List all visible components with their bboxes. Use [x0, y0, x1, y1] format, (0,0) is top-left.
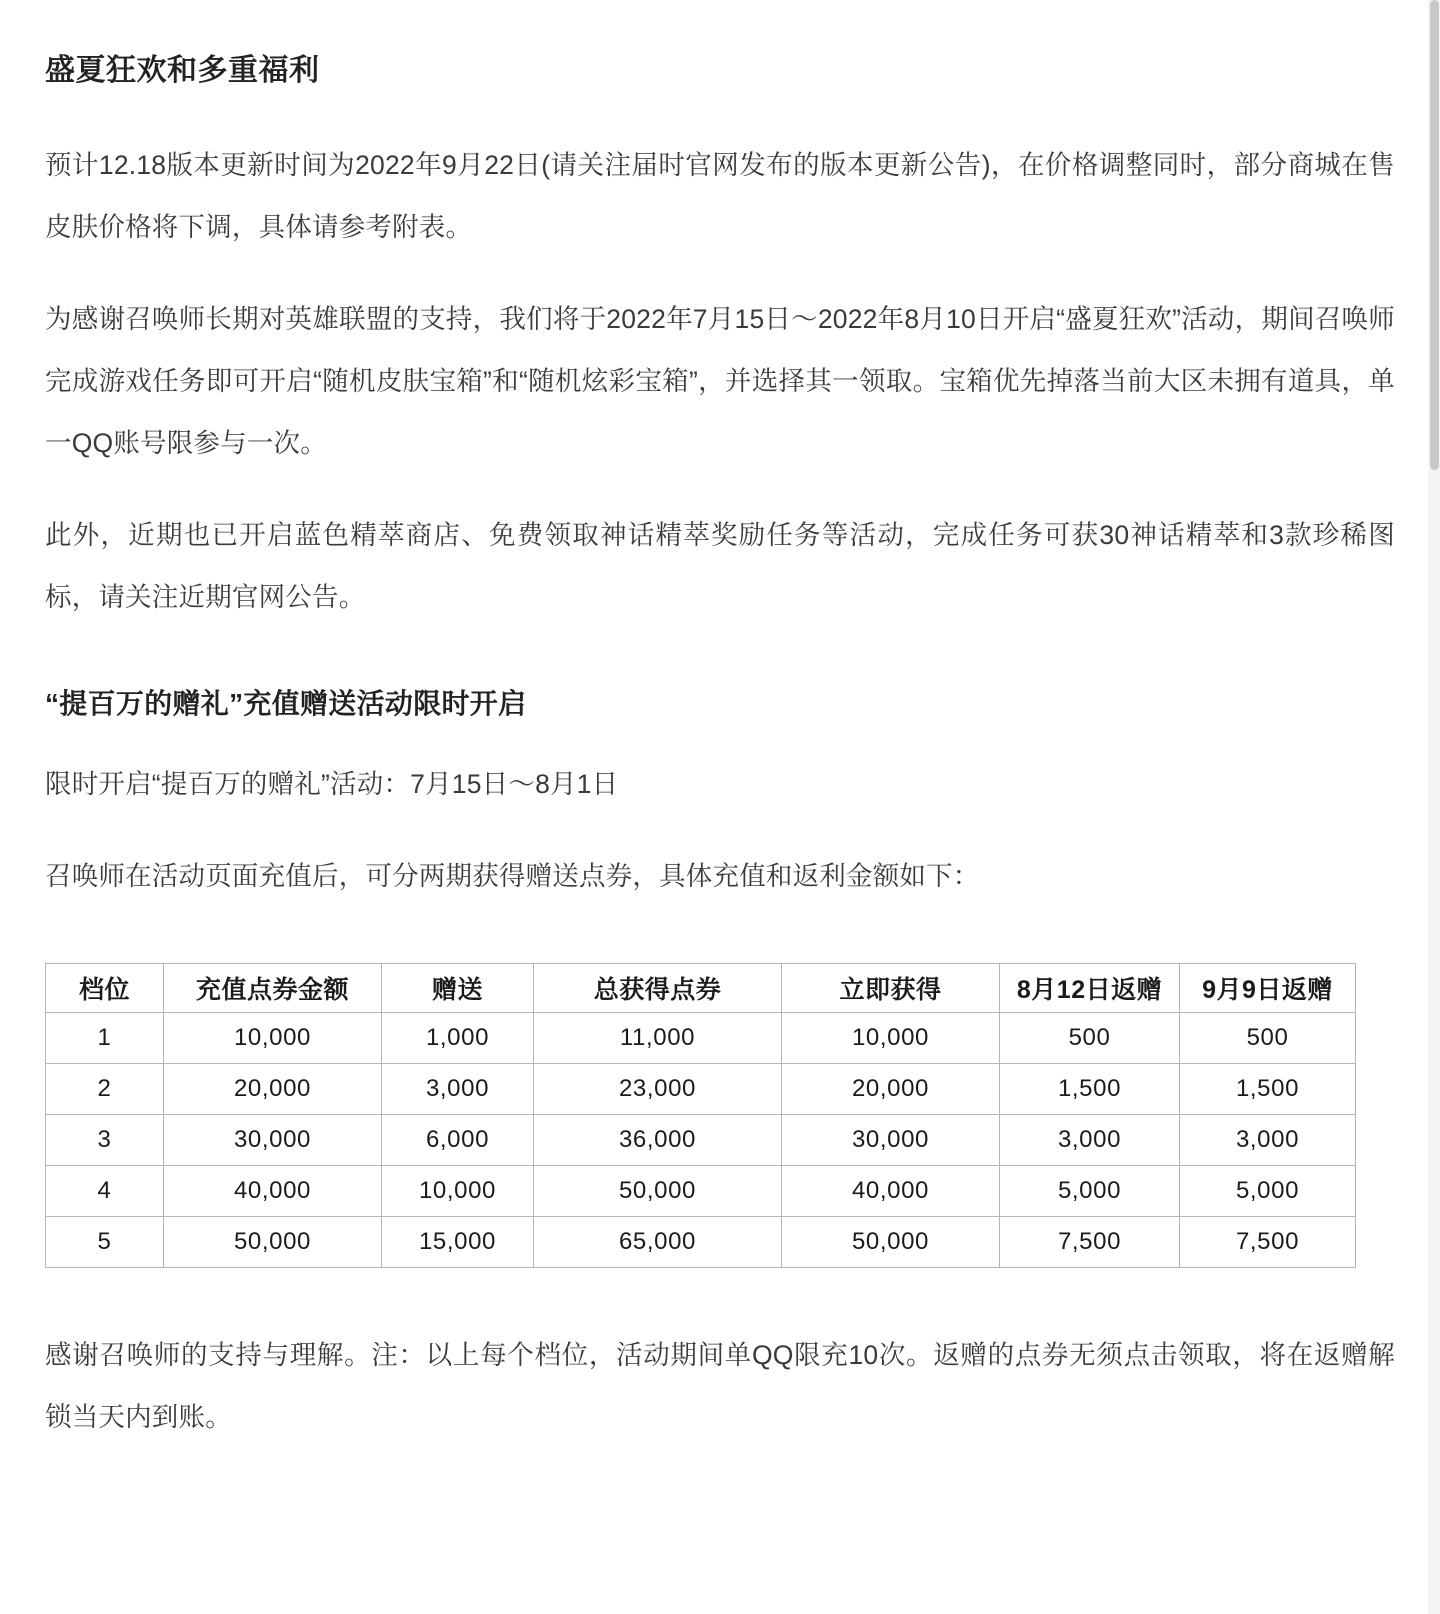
table-cell: 50,000 [534, 1166, 782, 1217]
table-cell: 3,000 [1180, 1115, 1356, 1166]
vertical-scrollbar-thumb[interactable] [1430, 0, 1439, 470]
table-cell: 7,500 [1000, 1217, 1180, 1268]
table-header-cell: 赠送 [382, 964, 534, 1013]
table-cell: 4 [46, 1166, 164, 1217]
table-cell: 10,000 [382, 1166, 534, 1217]
table-cell: 500 [1000, 1013, 1180, 1064]
table-cell: 30,000 [164, 1115, 382, 1166]
table-cell: 3,000 [382, 1064, 534, 1115]
table-row [46, 1013, 1356, 1064]
page-title: 盛夏狂欢和多重福利 [45, 54, 320, 87]
table-row [46, 1064, 1356, 1115]
table-row [46, 1115, 1356, 1166]
paragraph-recharge-instructions: 召唤师在活动页面充值后，可分两期获得赠送点券，具体充值和返利金额如下： [45, 861, 980, 892]
table-cell: 50,000 [782, 1217, 1000, 1268]
table-cell: 15,000 [382, 1217, 534, 1268]
table-cell: 10,000 [164, 1013, 382, 1064]
paragraph-event-period: 限时开启“提百万的赠礼”活动：7月15日～8月1日 [45, 769, 619, 800]
table-header-cell: 9月9日返赠 [1180, 964, 1356, 1013]
paragraph-price-adjustment: 预计12.18版本更新时间为2022年9月22日(请关注届时官网发布的版本更新公告)，在价格调整同时，部分商城在售皮肤价格将下调，具体请参考附表。 [45, 150, 1395, 242]
table-cell: 10,000 [782, 1013, 1000, 1064]
table-cell: 7,500 [1180, 1217, 1356, 1268]
table-cell: 5,000 [1180, 1166, 1356, 1217]
paragraph-footer-note: 感谢召唤师的支持与理解。注：以上每个档位，活动期间单QQ限充10次。返赠的点券无须点击领取，将在返赠解锁当天内到账。 [45, 1340, 1395, 1433]
table-cell: 6,000 [382, 1115, 534, 1166]
paragraph-blue-essence-shop: 此外，近期也已开启蓝色精萃商店、免费领取神话精萃奖励任务等活动，完成任务可获30神话精萃和3款珍稀图标，请关注近期官网公告。 [45, 520, 1395, 612]
tier-table-container [45, 963, 1355, 1268]
table-cell: 20,000 [782, 1064, 1000, 1115]
table-cell: 20,000 [164, 1064, 382, 1115]
table-cell: 500 [1180, 1013, 1356, 1064]
table-cell: 23,000 [534, 1064, 782, 1115]
table-header-cell: 8月12日返赠 [1000, 964, 1180, 1013]
section-heading-recharge-gift: “提百万的赠礼”充值赠送活动限时开启 [45, 688, 527, 719]
table-cell: 30,000 [782, 1115, 1000, 1166]
table-cell: 40,000 [164, 1166, 382, 1217]
table-cell: 3 [46, 1115, 164, 1166]
table-cell: 1,000 [382, 1013, 534, 1064]
vertical-scrollbar-track[interactable] [1428, 0, 1440, 1614]
table-cell: 1,500 [1180, 1064, 1356, 1115]
table-cell: 50,000 [164, 1217, 382, 1268]
table-header-cell: 立即获得 [782, 964, 1000, 1013]
table-row [46, 1166, 1356, 1217]
table-cell: 65,000 [534, 1217, 782, 1268]
table-cell: 36,000 [534, 1115, 782, 1166]
table-header-cell: 充值点券金额 [164, 964, 382, 1013]
table-cell: 2 [46, 1064, 164, 1115]
table-cell: 3,000 [1000, 1115, 1180, 1166]
table-header-row [46, 964, 1356, 1013]
table-row [46, 1217, 1356, 1268]
table-header-cell: 总获得点券 [534, 964, 782, 1013]
table-cell: 40,000 [782, 1166, 1000, 1217]
table-cell: 5 [46, 1217, 164, 1268]
paragraph-summer-carnival: 为感谢召唤师长期对英雄联盟的支持，我们将于2022年7月15日～2022年8月10日开启“盛夏狂欢”活动，期间召唤师完成游戏任务即可开启“随机皮肤宝箱”和“随机炫彩宝箱”，并选择其一领取。宝箱优先掉落当前大区未拥有道具，单一QQ账号限参与一次。 [45, 304, 1395, 458]
table-cell: 1,500 [1000, 1064, 1180, 1115]
table-cell: 11,000 [534, 1013, 782, 1064]
table-cell: 5,000 [1000, 1166, 1180, 1217]
table-header-cell: 档位 [46, 964, 164, 1013]
table-cell: 1 [46, 1013, 164, 1064]
recharge-tier-table [45, 963, 1356, 1268]
